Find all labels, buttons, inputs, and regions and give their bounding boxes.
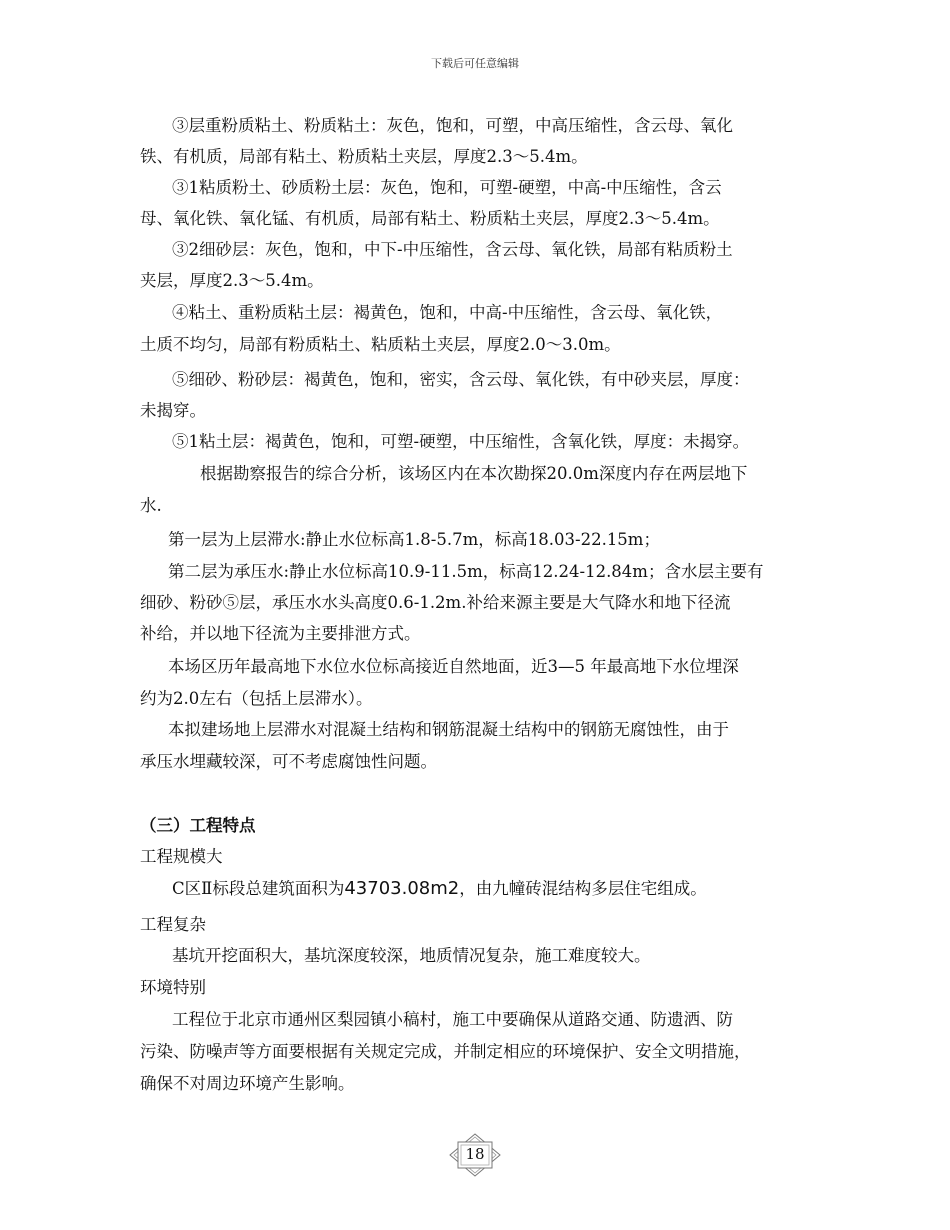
area-value: 43703.08m2 (344, 878, 460, 899)
text-run: C区Ⅱ标段总建筑面积为 (172, 879, 345, 898)
paragraph-line: 第二层为承压水:静止水位标高10.9-11.5m，标高12.24-12.84m；含水层主要有 (168, 562, 764, 581)
paragraph-line: ③层重粉质粘土、粉质粘土：灰色，饱和，可塑，中高压缩性，含云母、氧化 (172, 116, 733, 135)
subheading: 环境特别 (140, 978, 206, 997)
paragraph-line: ③2细砂层：灰色，饱和，中下-中压缩性，含云母、氧化铁，局部有粘质粉土 (172, 240, 733, 259)
page-number: 18 (465, 1145, 485, 1163)
paragraph-line: 基坑开挖面积大，基坑深度较深，地质情况复杂，施工难度较大。 (172, 946, 651, 965)
paragraph-line: 确保不对周边环境产生影响。 (140, 1074, 355, 1093)
page-number-badge (449, 1133, 501, 1177)
paragraph-line: 水. (140, 496, 162, 515)
paragraph-line: 补给，并以地下径流为主要排泄方式。 (140, 624, 421, 643)
subheading: 工程复杂 (140, 915, 206, 934)
paragraph-line: 承压水埋藏较深，可不考虑腐蚀性问题。 (140, 752, 437, 771)
paragraph-line: 铁、有机质，局部有粘土、粉质粘土夹层，厚度2.3～5.4m。 (140, 147, 588, 166)
paragraph-line: 细砂、粉砂⑤层，承压水水头高度0.6-1.2m.补给来源主要是大气降水和地下径流 (140, 593, 731, 612)
paragraph-line: 母、氧化铁、氧化锰、有机质，局部有粘土、粉质粘土夹层，厚度2.3～5.4m。 (140, 209, 720, 228)
paragraph-line: 污染、防噪声等方面要根据有关规定完成，并制定相应的环境保护、安全文明措施， (140, 1042, 751, 1061)
text-run: ，由九幢砖混结构多层住宅组成。 (459, 879, 707, 898)
paragraph-line: 第一层为上层滞水:静止水位标高1.8-5.7m，标高18.03-22.15m； (168, 530, 660, 549)
paragraph-line: 夹层，厚度2.3～5.4m。 (140, 271, 324, 290)
paragraph-line: 工程位于北京市通州区梨园镇小稿村，施工中要确保从道路交通、防遗洒、防 (172, 1010, 733, 1029)
section-title: （三）工程特点 (140, 816, 256, 835)
paragraph-line: ⑤细砂、粉砂层：褐黄色，饱和，密实，含云母、氧化铁，有中砂夹层，厚度： (172, 370, 750, 389)
paragraph-line: 约为2.0左右（包括上层滞水）。 (140, 689, 373, 708)
paragraph-line: 未揭穿。 (140, 401, 206, 420)
paragraph-line: 根据勘察报告的综合分析，该场区内在本次勘探20.0m深度内存在两层地下 (200, 464, 748, 483)
paragraph-line: ⑤1粘土层：褐黄色，饱和，可塑-硬塑，中压缩性，含氧化铁，厚度：未揭穿。 (172, 432, 750, 451)
page-header: 下载后可任意编辑 (431, 57, 519, 70)
paragraph-line: 土质不均匀，局部有粉质粘土、粘质粘土夹层，厚度2.0～3.0m。 (140, 335, 621, 354)
paragraph-line: ③1粘质粉土、砂质粉土层：灰色，饱和，可塑-硬塑，中高-中压缩性，含云 (172, 178, 722, 197)
paragraph-line: ④粘土、重粉质粘土层：褐黄色，饱和，中高-中压缩性，含云母、氧化铁， (172, 303, 723, 322)
paragraph-line (172, 873, 707, 904)
subheading: 工程规模大 (140, 847, 223, 866)
paragraph-line: 本拟建场地上层滞水对混凝土结构和钢筋混凝土结构中的钢筋无腐蚀性，由于 (168, 720, 729, 739)
paragraph-line: 本场区历年最高地下水位水位标高接近自然地面，近3—5 年最高地下水位埋深 (168, 657, 739, 676)
